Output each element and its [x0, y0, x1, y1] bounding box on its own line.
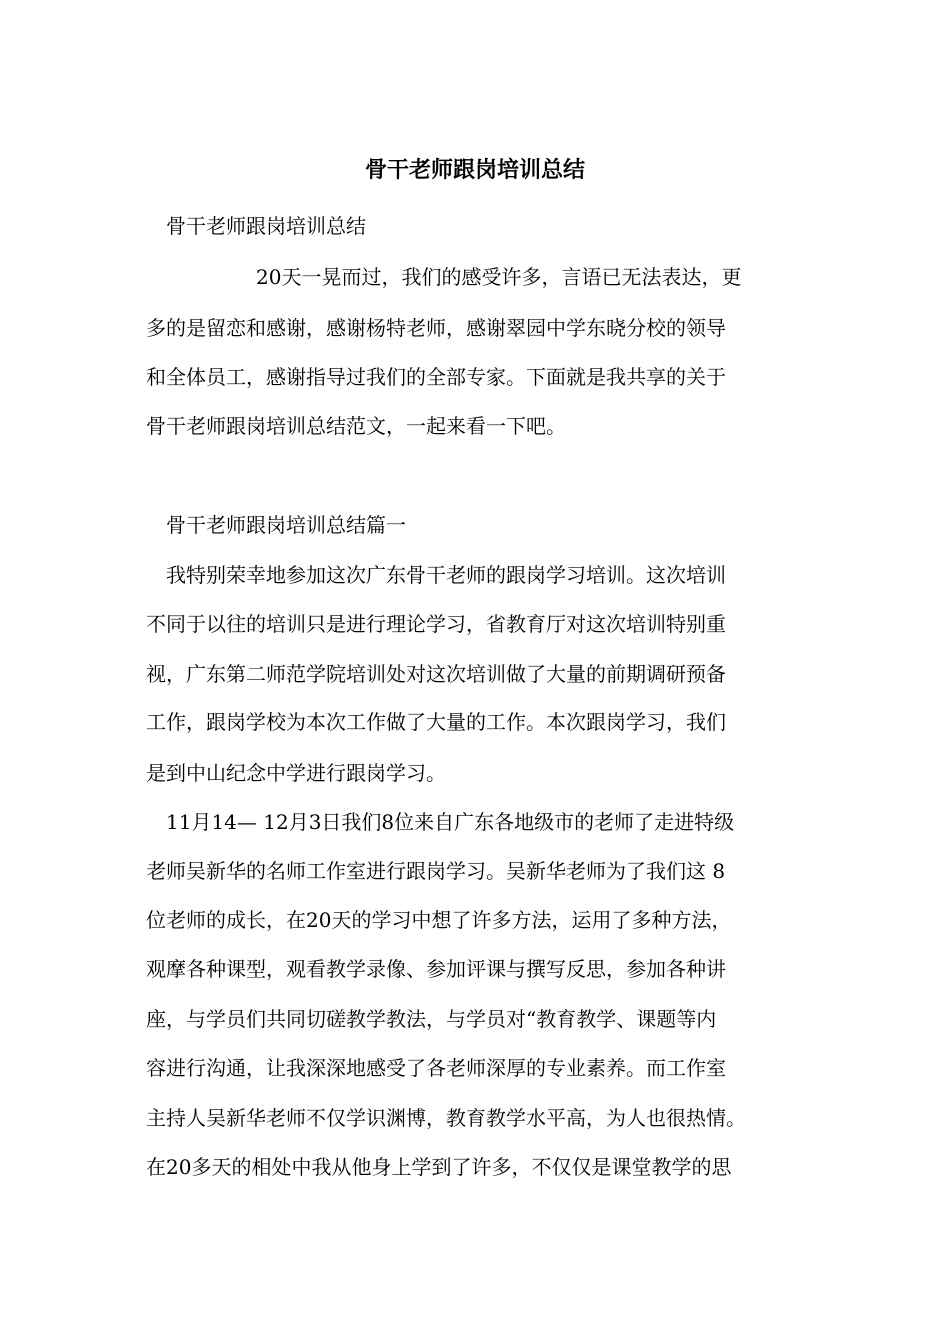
section-heading: 骨干老师跟岗培训总结篇一: [166, 513, 406, 537]
paragraph1-line-3: 视，广东第二师范学院培训处对这次培训做了大量的前期调研预备: [146, 662, 726, 686]
intro-line-1: 20天一晃而过，我们的感受许多，言语已无法表达，更: [256, 265, 742, 289]
paragraph2-line-1: 11月14— 12月3日我们8位来自广东各地级市的老师了走进特级: [166, 810, 735, 834]
paragraph2-line-3: 位老师的成长，在20天的学习中想了许多方法，运用了多种方法，: [146, 908, 732, 932]
intro-line-4: 骨干老师跟岗培训总结范文，一起来看一下吧。: [146, 414, 566, 438]
paragraph2-line-7: 主持人吴新华老师不仅学识渊博，教育教学水平高，为人也很热情。: [146, 1106, 746, 1130]
paragraph2-line-8: 在20多天的相处中我从他身上学到了许多，不仅仅是课堂教学的思: [146, 1155, 732, 1179]
document-subtitle: 骨干老师跟岗培训总结: [166, 214, 366, 238]
paragraph1-line-1: 我特别荣幸地参加这次广东骨干老师的跟岗学习培训。这次培训: [166, 563, 726, 587]
paragraph1-line-2: 不同于以往的培训只是进行理论学习，省教育厅对这次培训特别重: [146, 612, 726, 636]
intro-line-2: 多的是留恋和感谢，感谢杨特老师，感谢翠园中学东晓分校的领导: [146, 316, 726, 340]
intro-line-3: 和全体员工，感谢指导过我们的全部专家。下面就是我共享的关于: [146, 365, 726, 389]
paragraph1-line-5: 是到中山纪念中学进行跟岗学习。: [146, 761, 446, 785]
paragraph2-line-4: 观摩各种课型，观看教学录像、参加评课与撰写反思，参加各种讲: [146, 957, 726, 981]
paragraph1-line-4: 工作，跟岗学校为本次工作做了大量的工作。本次跟岗学习，我们: [146, 710, 726, 734]
paragraph2-line-5: 座，与学员们共同切磋教学教法，与学员对“教育教学、课题等内: [146, 1007, 717, 1031]
paragraph2-line-6: 容进行沟通，让我深深地感受了各老师深厚的专业素养。而工作室: [146, 1056, 726, 1080]
document-title: 骨干老师跟岗培训总结: [364, 157, 585, 183]
paragraph2-line-2: 老师吴新华的名师工作室进行跟岗学习。吴新华老师为了我们这 8: [146, 859, 726, 883]
